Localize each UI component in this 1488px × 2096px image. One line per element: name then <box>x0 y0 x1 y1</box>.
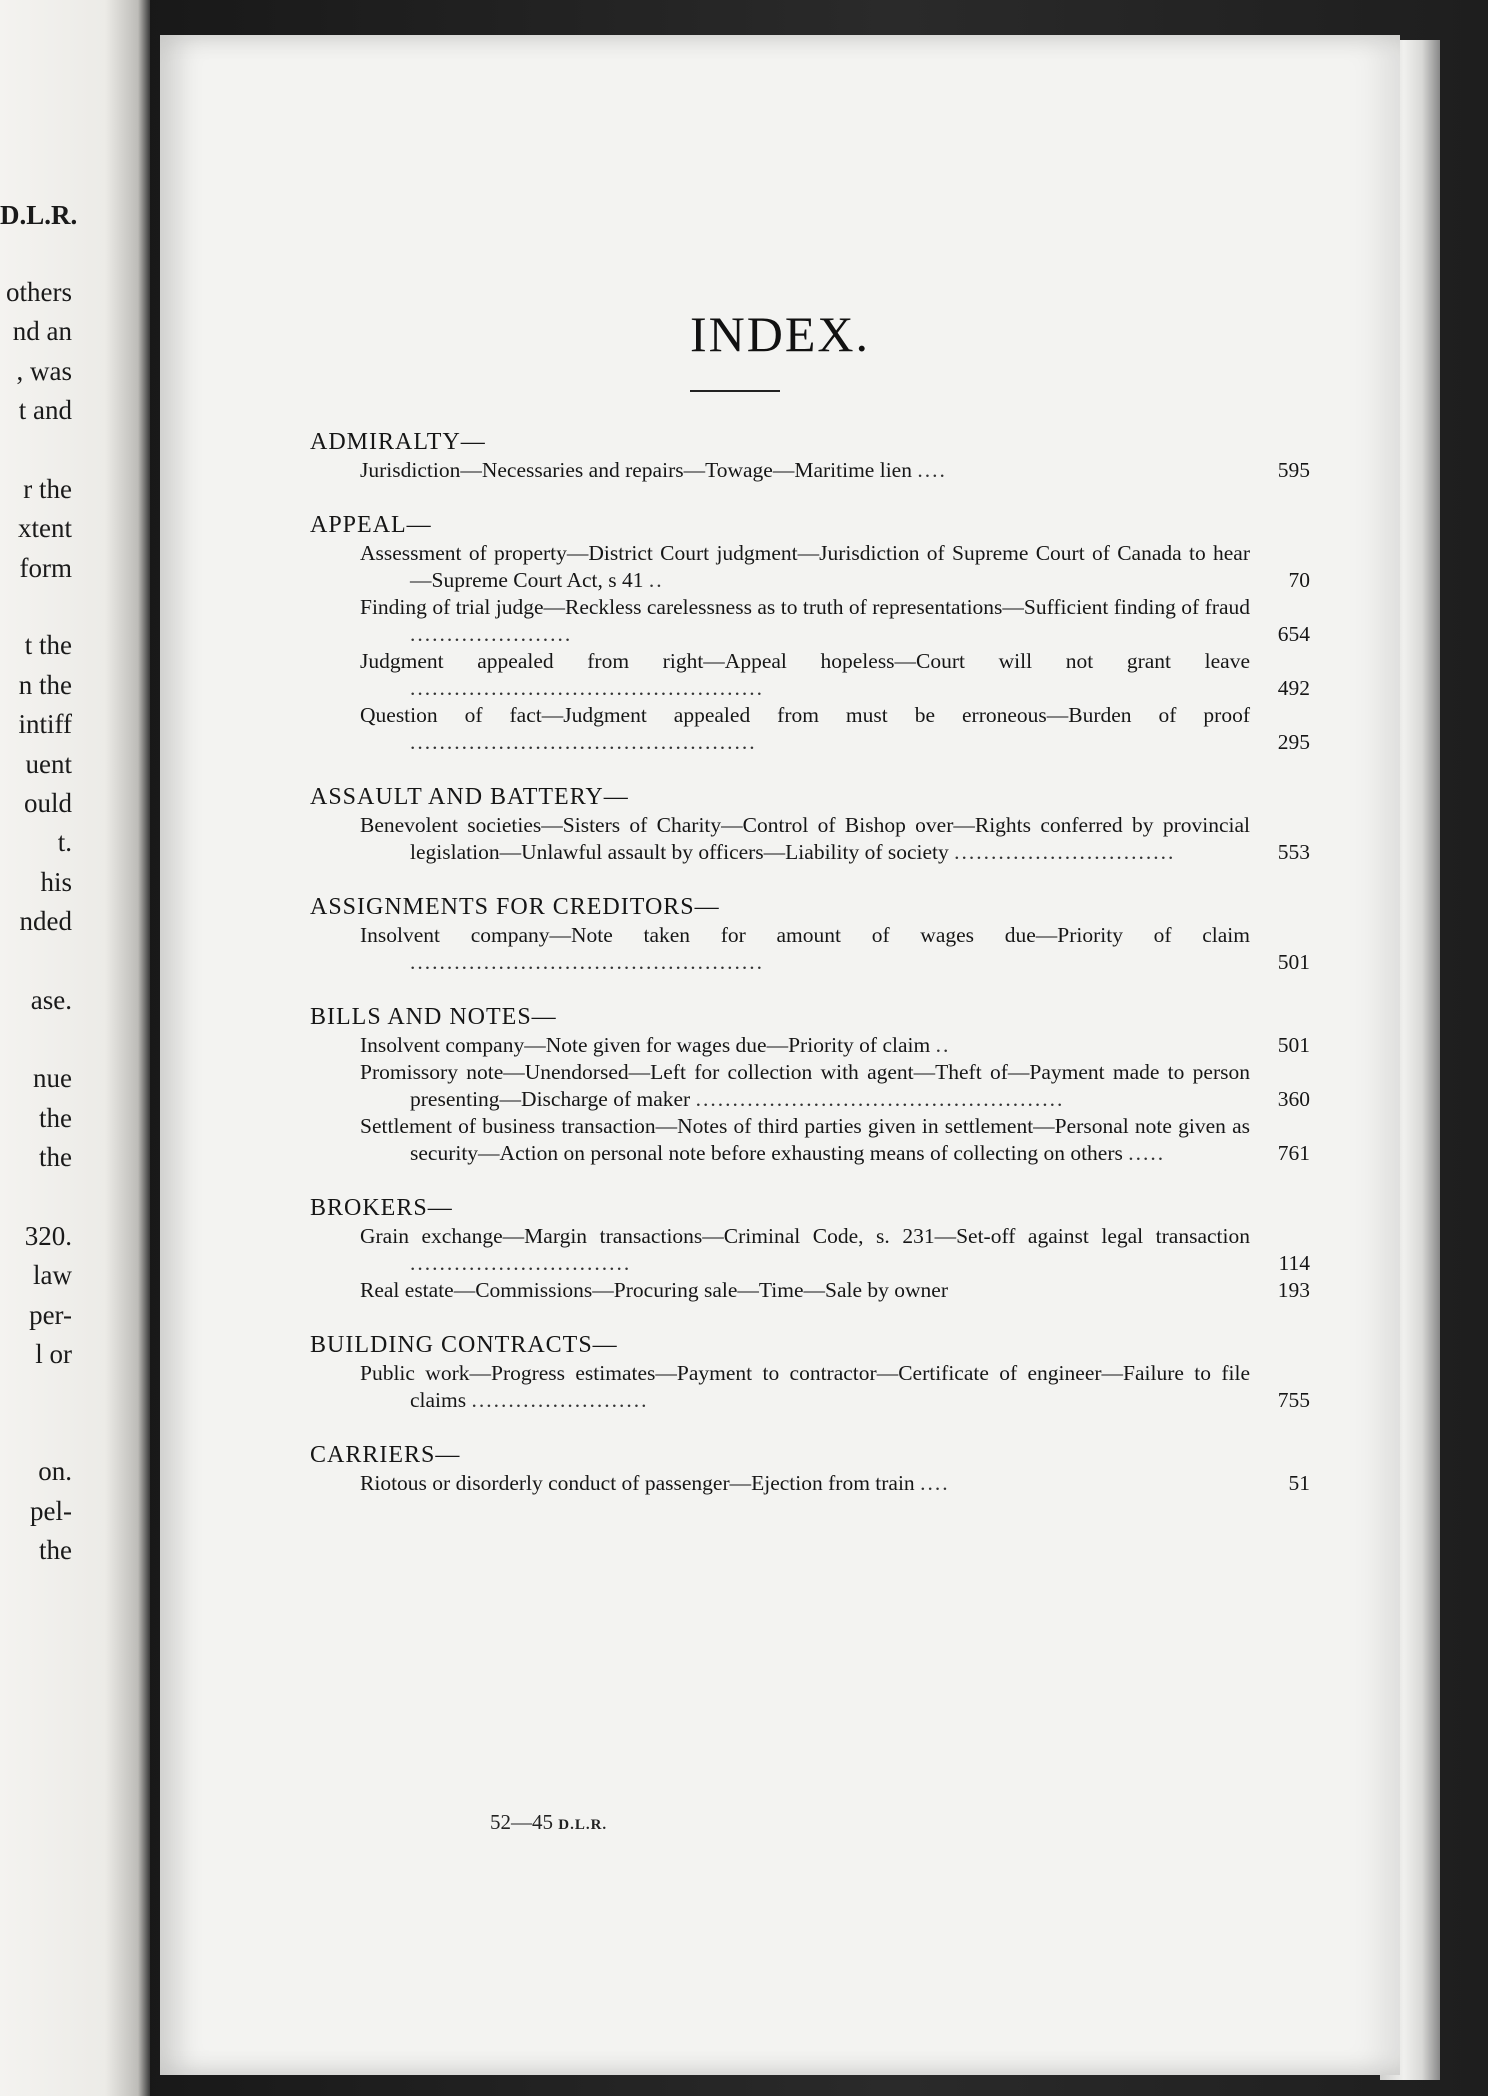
page-number: 492 <box>1277 676 1310 700</box>
index-entry <box>360 812 1310 866</box>
previous-page-text-fragment: 320. <box>24 1221 72 1251</box>
previous-page-text-fragment: law <box>33 1260 72 1290</box>
entry-text: Question of fact—Judgment appealed from must be erroneous—Burden of proof <box>360 703 1250 727</box>
previous-page-header: D.L.R. <box>0 200 78 230</box>
footer-volume: D.L.R. <box>558 1817 608 1833</box>
index-section <box>310 1330 1310 1414</box>
index-section <box>310 1002 1310 1167</box>
index-entry <box>360 457 1310 484</box>
section-heading: APPEAL— <box>310 512 432 538</box>
previous-page-text-fragment: l or <box>35 1339 72 1369</box>
title-rule <box>690 390 780 392</box>
previous-page-text-fragment: pel- <box>30 1496 72 1526</box>
index-entry <box>360 922 1310 976</box>
index-content <box>310 427 1310 1523</box>
previous-page-text-fragment: others <box>6 277 72 307</box>
entry-text: Jurisdiction—Necessaries and repairs—Towage—Maritime lien <box>360 458 912 482</box>
entry-text: Finding of trial judge—Reckless carelessness as to truth of representations—Sufficient finding of fraud <box>360 595 1250 619</box>
index-entry <box>360 1223 1310 1277</box>
previous-page-text-fragment: the <box>39 1103 72 1133</box>
previous-page-text-fragment: nue <box>33 1063 72 1093</box>
previous-page-text-fragment: n the <box>18 670 72 700</box>
index-page <box>160 35 1400 2075</box>
entry-text: Promissory note—Unendorsed—Left for collection with agent—Theft of—Payment made to person presenting—Discharge of maker <box>360 1060 1250 1111</box>
index-entry <box>360 540 1310 594</box>
previous-page-edge <box>0 0 150 2096</box>
previous-page-text-fragment: ould <box>23 788 72 818</box>
previous-page-text-fragment: nd an <box>12 316 72 346</box>
entry-text: Riotous or disorderly conduct of passenger—Ejection from train <box>360 1471 915 1495</box>
index-entry <box>360 702 1310 756</box>
entry-text: Judgment appealed from right—Appeal hopeless—Court will not grant leave <box>360 649 1250 673</box>
index-entry <box>360 1360 1310 1414</box>
leader-dots: ................................................ <box>410 676 764 700</box>
leader-dots: .................................................. <box>695 1087 1065 1111</box>
index-entry <box>360 648 1310 702</box>
index-section <box>310 427 1310 484</box>
leader-dots: ................................................ <box>410 950 764 974</box>
section-heading: BUILDING CONTRACTS— <box>310 1332 618 1358</box>
page-number: 295 <box>1277 730 1310 754</box>
leader-dots: .. <box>648 568 664 592</box>
leader-dots: ........................ <box>471 1388 649 1412</box>
leader-dots: .... <box>920 1471 950 1495</box>
previous-page-text-fragment: his <box>40 867 72 897</box>
previous-page-text-fragment: per- <box>29 1300 72 1330</box>
entry-text: Public work—Progress estimates—Payment to contractor—Certificate of engineer—Failure to file claims <box>360 1361 1250 1412</box>
leader-dots: .. <box>935 1033 951 1057</box>
leader-dots: .... <box>917 458 947 482</box>
page-number: 51 <box>1288 1471 1310 1495</box>
entry-text: Assessment of property—District Court judgment—Jurisdiction of Supreme Court of Canada to hear—Supreme Court Act, s 41 <box>360 541 1250 592</box>
page-number: 501 <box>1277 1033 1310 1057</box>
page-number: 360 <box>1277 1087 1310 1111</box>
previous-page-text-fragment: t and <box>18 395 72 425</box>
previous-page-text-fragment: t. <box>57 827 72 857</box>
page-number: 761 <box>1277 1141 1310 1165</box>
index-section <box>310 1193 1310 1304</box>
leader-dots: ...................... <box>410 622 573 646</box>
section-heading: CARRIERS— <box>310 1442 461 1468</box>
index-entry <box>360 1470 1310 1497</box>
section-heading: ADMIRALTY— <box>310 429 486 455</box>
index-entry <box>360 1032 1310 1059</box>
index-section <box>310 510 1310 756</box>
entry-text: Real estate—Commissions—Procuring sale—Time—Sale by owner <box>360 1278 949 1302</box>
previous-page-text-fragment: intiff <box>18 709 72 739</box>
footer-signature: 52—45 <box>490 1810 553 1834</box>
index-section <box>310 892 1310 976</box>
index-section <box>310 782 1310 866</box>
previous-page-text-fragment: , was <box>16 356 72 386</box>
page-number: 501 <box>1277 950 1310 974</box>
previous-page-text-fragment: t the <box>24 630 72 660</box>
leader-dots: ............................................... <box>410 730 757 754</box>
previous-page-text-fragment: the <box>39 1142 72 1172</box>
previous-page-text-fragment: uent <box>25 749 72 779</box>
leader-dots: .............................. <box>410 1251 632 1275</box>
entry-text: Insolvent company—Note given for wages due—Priority of claim <box>360 1033 931 1057</box>
section-heading: BILLS AND NOTES— <box>310 1004 557 1030</box>
entry-text: Settlement of business transaction—Notes of third parties given in settlement—Personal note given as security—Action on personal note before exhausting means of collecting on others <box>360 1114 1250 1165</box>
page-number: 193 <box>1277 1278 1310 1302</box>
previous-page-text-fragment: the <box>39 1535 72 1565</box>
index-section <box>310 1440 1310 1497</box>
section-heading: BROKERS— <box>310 1195 453 1221</box>
previous-page-text-fragment: on. <box>38 1456 72 1486</box>
previous-page-text-fragment: xtent <box>18 513 72 543</box>
entry-text: Insolvent company—Note taken for amount of wages due—Priority of claim <box>360 923 1250 947</box>
page-footer <box>490 1810 607 1835</box>
section-heading: ASSAULT AND BATTERY— <box>310 784 629 810</box>
index-entry <box>360 1113 1310 1167</box>
previous-page-text-fragment: r the <box>23 474 72 504</box>
leader-dots: .............................. <box>954 840 1176 864</box>
page-title: INDEX. <box>689 306 871 362</box>
index-entry <box>360 594 1310 648</box>
page-number: 595 <box>1277 458 1310 482</box>
entry-text: Benevolent societies—Sisters of Charity—Control of Bishop over—Rights conferred by provincial legislation—Unlawful assault by officers—Liability of society <box>360 813 1250 864</box>
page-number: 70 <box>1288 568 1310 592</box>
leader-dots: ..... <box>1128 1141 1166 1165</box>
previous-page-text-fragment: nded <box>19 906 72 936</box>
page-number: 553 <box>1277 840 1310 864</box>
page-number: 654 <box>1277 622 1310 646</box>
page-number: 114 <box>1278 1251 1310 1275</box>
index-entry <box>360 1277 1310 1304</box>
entry-text: Grain exchange—Margin transactions—Criminal Code, s. 231—Set-off against legal transaction <box>360 1224 1250 1248</box>
section-heading: ASSIGNMENTS FOR CREDITORS— <box>310 894 720 920</box>
previous-page-text-fragment: ase. <box>30 985 72 1015</box>
index-entry <box>360 1059 1310 1113</box>
previous-page-text-fragment: form <box>19 553 72 583</box>
page-number: 755 <box>1277 1388 1310 1412</box>
